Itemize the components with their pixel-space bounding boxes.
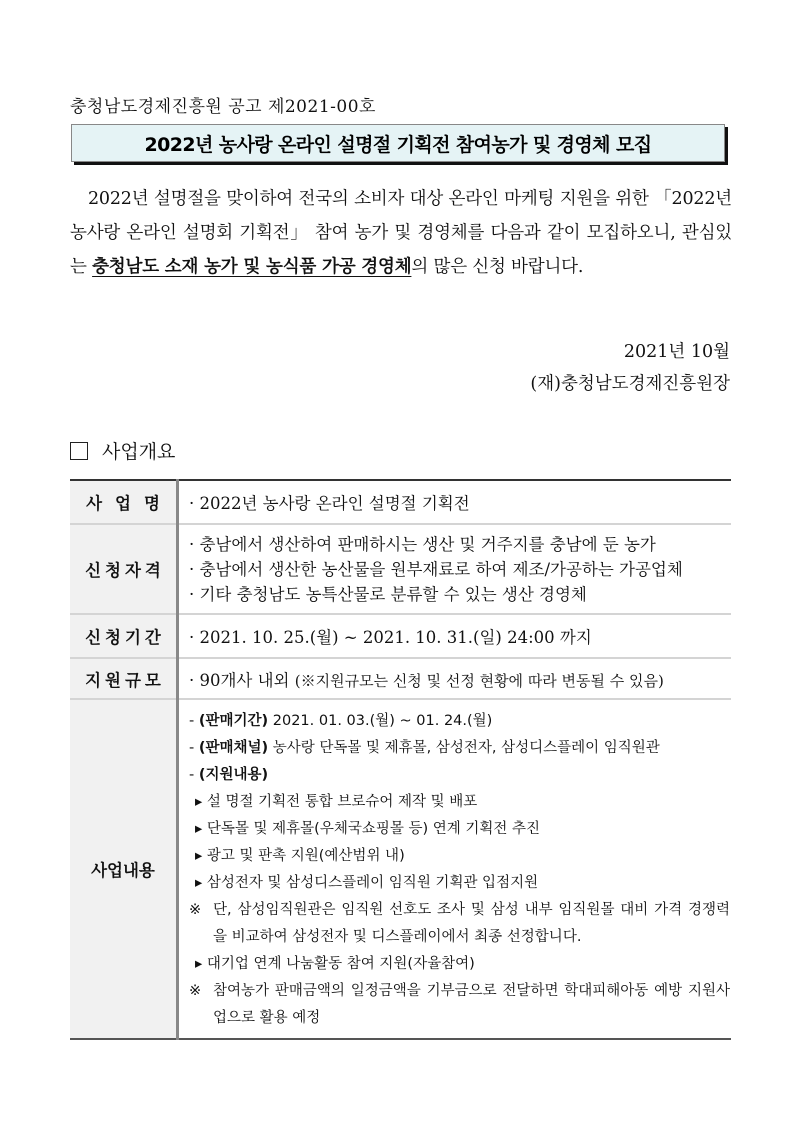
intro-text-2: 의 많은 신청 바랍니다.: [411, 257, 584, 277]
label-scale: 지원규모: [70, 658, 178, 699]
triangle-bullet-icon: ▸: [195, 875, 203, 891]
overview-table: [70, 479, 731, 1040]
intro-text-1: 2022년 설명절을 맞이하여 전국의 소비자 대상 온라인 마케팅 지원을 위한 「2022년 농사랑 온라인 설명회 기획전」 참여 농가 및 경영체를 다음과 같이 모집하오니, 관심있는: [70, 189, 732, 277]
sale-period-line: - (판매기간) 2021. 01. 03.(월) ~ 01. 24.(월): [189, 713, 493, 729]
label-content: 사업내용: [70, 699, 178, 1039]
reference-mark-icon: ※: [189, 983, 202, 999]
value-period: · 2021. 10. 25.(월) ~ 2021. 10. 31.(일) 24:00 까지: [178, 614, 732, 658]
triangle-bullet-icon: ▸: [195, 956, 203, 972]
label-qualification: 신청자격: [70, 524, 178, 614]
notice-number: 충청남도경제진흥원 공고 제2021-00호: [70, 97, 376, 117]
qualification-item: · 충남에서 생산한 농산물을 원부재료로 하여 제조/가공하는 가공업체: [189, 559, 683, 579]
intro-emphasis: 충청남도 소재 농가 및 농식품 가공 경영체: [92, 257, 412, 277]
value-name: · 2022년 농사랑 온라인 설명절 기획전: [178, 480, 732, 524]
intro-paragraph: [70, 182, 732, 284]
section-heading: [70, 437, 175, 464]
support-item: ▸ 대기업 연계 나눔활동 참여 지원(자율참여): [195, 956, 475, 972]
sale-channel-line: - (판매채널) 농사랑 단독몰 및 제휴몰, 삼성전자, 삼성디스플레이 임직원관: [189, 740, 660, 756]
table-row-period: [70, 614, 731, 658]
sender-name: (재)충청남도경제진흥원장: [530, 374, 730, 394]
support-item: ▸ 삼성전자 및 삼성디스플레이 임직원 기획관 입점지원: [195, 875, 539, 891]
document-title: 2022년 농사랑 온라인 설명절 기획전 참여농가 및 경영체 모집: [144, 133, 652, 156]
scale-note: (※지원규모는 신청 및 선정 현황에 따라 변동될 수 있음): [294, 671, 664, 690]
note-samsung: ※ 단, 삼성임직원관은 임직원 선호도 조사 및 삼성 내부 임직원몰 대비 가격 경쟁력을 비교하여 삼성전자 및 디스플레이에서 최종 선정합니다.: [189, 897, 730, 951]
support-item: ▸ 단독몰 및 제휴몰(우체국쇼핑몰 등) 연계 기획전 추진: [195, 821, 541, 837]
qualification-item: · 충남에서 생산하여 판매하시는 생산 및 거주지를 충남에 둔 농가: [189, 534, 656, 554]
square-bullet-icon: [70, 442, 88, 460]
table-row-qualification: [70, 524, 731, 614]
value-scale: [178, 658, 732, 699]
triangle-bullet-icon: ▸: [195, 848, 203, 864]
scale-value: · 90개사 내외: [189, 670, 290, 690]
qualification-item: · 기타 충청남도 농특산물로 분류할 수 있는 생산 경영체: [189, 584, 587, 604]
triangle-bullet-icon: ▸: [195, 794, 203, 810]
table-row-name: [70, 480, 731, 524]
value-qualification: [178, 524, 732, 614]
reference-mark-icon: ※: [189, 902, 202, 918]
support-heading-line: - (지원내용): [189, 767, 269, 783]
label-period: 신청기간: [70, 614, 178, 658]
label-name: 사업명: [70, 480, 178, 524]
note-donation: ※ 참여농가 판매금액의 일정금액을 기부금으로 전달하면 학대피해아동 예방 지원사업으로 활용 예정: [189, 978, 730, 1032]
section-title: 사업개요: [102, 441, 176, 463]
table-row-scale: [70, 658, 731, 699]
triangle-bullet-icon: ▸: [195, 821, 203, 837]
support-item: ▸ 광고 및 판촉 지원(예산범위 내): [195, 848, 405, 864]
value-content: [178, 699, 732, 1039]
support-item: ▸ 설 명절 기획전 통합 브로슈어 제작 및 배포: [195, 794, 478, 810]
notice-date: 2021년 10월: [623, 342, 730, 362]
title-box: [71, 124, 725, 162]
table-row-content: [70, 699, 731, 1039]
